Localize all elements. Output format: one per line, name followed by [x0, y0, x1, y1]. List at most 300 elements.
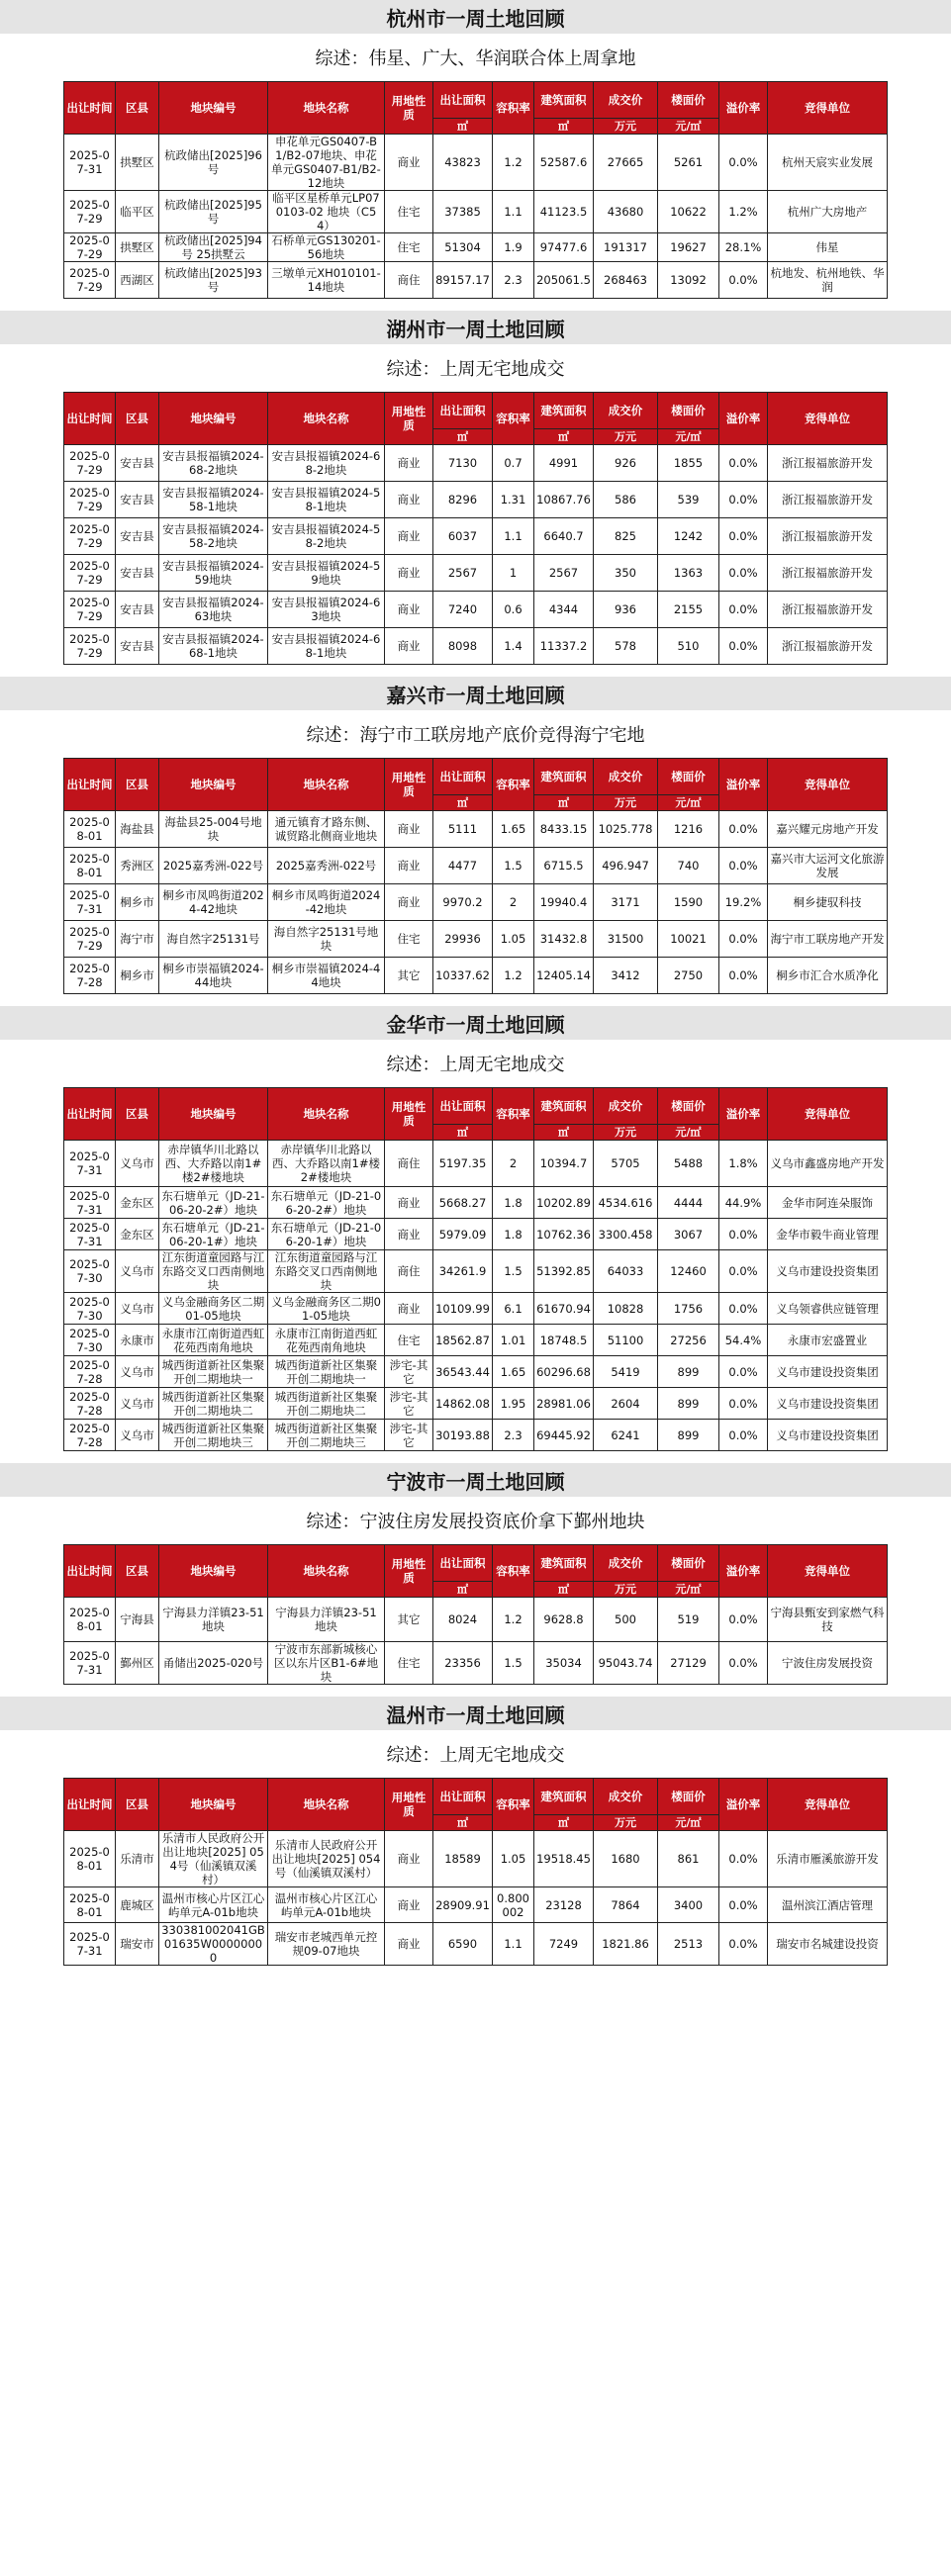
table-row [64, 482, 888, 518]
cell-floor-price: 1855 [658, 445, 719, 482]
cell-district: 桐乡市 [116, 884, 159, 921]
cell-building-area: 2567 [534, 555, 594, 592]
column-header-building-area: 建筑面积 [534, 82, 594, 119]
table-row [64, 135, 888, 191]
column-unit-floor-price: 元/㎡ [658, 119, 719, 135]
cell-parcel-name: 临平区星桥单元LP070103-02 地块（C54） [268, 191, 385, 233]
cell-deal-price: 578 [594, 628, 658, 665]
column-header-parcel-code: 地块编号 [159, 1779, 268, 1831]
cell-land-area: 18562.87 [433, 1325, 493, 1356]
cell-building-area: 18748.5 [534, 1325, 594, 1356]
cell-premium-rate: 0.0% [719, 1598, 768, 1642]
cell-land-area: 89157.17 [433, 262, 493, 299]
cell-land-area: 51304 [433, 233, 493, 262]
cell-deal-price: 95043.74 [594, 1642, 658, 1685]
cell-winner: 义乌市建设投资集团 [768, 1250, 888, 1293]
cell-floor-price: 13092 [658, 262, 719, 299]
column-unit-floor-price: 元/㎡ [658, 1815, 719, 1831]
cell-land-area: 34261.9 [433, 1250, 493, 1293]
cell-plot-ratio: 2 [493, 1141, 534, 1187]
cell-district: 义乌市 [116, 1141, 159, 1187]
cell-parcel-name: 瑞安市老城西单元控规09-07地块 [268, 1923, 385, 1966]
cell-land-area: 23356 [433, 1642, 493, 1685]
section-title: 杭州市一周土地回顾 [0, 0, 951, 34]
column-header-floor-price: 楼面价 [658, 1779, 719, 1815]
column-header-land-area: 出让面积 [433, 1088, 493, 1125]
cell-floor-price: 1216 [658, 811, 719, 848]
section-title: 嘉兴市一周土地回顾 [0, 677, 951, 710]
cell-parcel-code: 杭政储出[2025]96号 [159, 135, 268, 191]
cell-winner: 浙江报福旅游开发 [768, 518, 888, 555]
column-header-building-area: 建筑面积 [534, 1088, 594, 1125]
column-unit-land-area: ㎡ [433, 119, 493, 135]
cell-land-area: 4477 [433, 848, 493, 884]
cell-land-use: 商业 [385, 135, 433, 191]
cell-land-use: 住宅 [385, 191, 433, 233]
cell-plot-ratio: 1.31 [493, 482, 534, 518]
cell-parcel-code: 安吉县报福镇2024-59地块 [159, 555, 268, 592]
cell-deal-price: 586 [594, 482, 658, 518]
cell-plot-ratio: 0.7 [493, 445, 534, 482]
cell-floor-price: 519 [658, 1598, 719, 1642]
cell-district: 安吉县 [116, 482, 159, 518]
column-header-land-area: 出让面积 [433, 82, 493, 119]
column-header-building-area: 建筑面积 [534, 1779, 594, 1815]
column-unit-deal-price: 万元 [594, 429, 658, 445]
column-unit-building-area: ㎡ [534, 1815, 594, 1831]
column-header-parcel-code: 地块编号 [159, 759, 268, 811]
column-header-district: 区县 [116, 759, 159, 811]
cell-winner: 杭州广大房地产 [768, 191, 888, 233]
cell-parcel-code: 桐乡市崇福镇2024-44地块 [159, 958, 268, 994]
cell-plot-ratio: 1.01 [493, 1325, 534, 1356]
column-header-plot-ratio: 容积率 [493, 1545, 534, 1598]
cell-district: 义乌市 [116, 1250, 159, 1293]
cell-land-use: 商业 [385, 555, 433, 592]
cell-district: 鹿城区 [116, 1887, 159, 1923]
cell-deal-price: 191317 [594, 233, 658, 262]
section-title: 温州市一周土地回顾 [0, 1697, 951, 1730]
section-summary: 综述：上周无宅地成交 [386, 359, 565, 380]
cell-floor-price: 5488 [658, 1141, 719, 1187]
cell-land-use: 住宅 [385, 1325, 433, 1356]
cell-floor-price: 4444 [658, 1187, 719, 1219]
cell-deal-price: 6241 [594, 1420, 658, 1451]
cell-premium-rate: 0.0% [719, 1293, 768, 1325]
column-unit-floor-price: 元/㎡ [658, 429, 719, 445]
cell-building-area: 61670.94 [534, 1293, 594, 1325]
column-unit-floor-price: 元/㎡ [658, 795, 719, 811]
column-header-parcel-name: 地块名称 [268, 759, 385, 811]
cell-land-area: 8296 [433, 482, 493, 518]
column-header-parcel-name: 地块名称 [268, 82, 385, 135]
cell-building-area: 6715.5 [534, 848, 594, 884]
column-header-winner: 竞得单位 [768, 759, 888, 811]
cell-floor-price: 899 [658, 1420, 719, 1451]
cell-floor-price: 19627 [658, 233, 719, 262]
cell-listing-time: 2025-08-01 [64, 1598, 116, 1642]
cell-land-use: 商住 [385, 1250, 433, 1293]
cell-floor-price: 861 [658, 1831, 719, 1887]
cell-plot-ratio: 1.65 [493, 1356, 534, 1388]
table-row [64, 628, 888, 665]
cell-parcel-name: 申花单元GS0407-B1/B2-07地块、申花单元GS0407-B1/B2-12地块 [268, 135, 385, 191]
cell-premium-rate: 0.0% [719, 482, 768, 518]
cell-deal-price: 64033 [594, 1250, 658, 1293]
cell-district: 金东区 [116, 1187, 159, 1219]
cell-deal-price: 1025.778 [594, 811, 658, 848]
cell-land-area: 5197.35 [433, 1141, 493, 1187]
cell-premium-rate: 0.0% [719, 262, 768, 299]
cell-floor-price: 1363 [658, 555, 719, 592]
cell-land-area: 6590 [433, 1923, 493, 1966]
cell-premium-rate: 0.0% [719, 1420, 768, 1451]
cell-parcel-code: 安吉县报福镇2024-58-1地块 [159, 482, 268, 518]
section-5 [0, 1697, 951, 1978]
cell-premium-rate: 0.0% [719, 1923, 768, 1966]
section-1 [0, 311, 951, 677]
column-header-listing-time: 出让时间 [64, 82, 116, 135]
cell-deal-price: 350 [594, 555, 658, 592]
cell-land-use: 商业 [385, 884, 433, 921]
cell-plot-ratio: 1.65 [493, 811, 534, 848]
cell-district: 临平区 [116, 191, 159, 233]
cell-district: 安吉县 [116, 592, 159, 628]
column-unit-deal-price: 万元 [594, 1815, 658, 1831]
cell-plot-ratio: 1.95 [493, 1388, 534, 1420]
land-table [63, 1087, 888, 1451]
cell-winner: 浙江报福旅游开发 [768, 628, 888, 665]
column-header-listing-time: 出让时间 [64, 1779, 116, 1831]
cell-premium-rate: 0.0% [719, 1642, 768, 1685]
cell-building-area: 12405.14 [534, 958, 594, 994]
cell-building-area: 19518.45 [534, 1831, 594, 1887]
column-header-plot-ratio: 容积率 [493, 82, 534, 135]
cell-plot-ratio: 1.1 [493, 1923, 534, 1966]
cell-land-use: 涉宅-其它 [385, 1388, 433, 1420]
cell-floor-price: 10622 [658, 191, 719, 233]
cell-parcel-code: 2025嘉秀洲-022号 [159, 848, 268, 884]
table-row [64, 811, 888, 848]
column-header-deal-price: 成交价 [594, 1088, 658, 1125]
cell-winner: 义乌市建设投资集团 [768, 1420, 888, 1451]
cell-deal-price: 5419 [594, 1356, 658, 1388]
column-header-premium-rate: 溢价率 [719, 393, 768, 445]
column-unit-land-area: ㎡ [433, 1125, 493, 1141]
cell-parcel-code: 城西街道新社区集聚开创二期地块二 [159, 1388, 268, 1420]
cell-listing-time: 2025-07-31 [64, 1219, 116, 1250]
cell-land-area: 7240 [433, 592, 493, 628]
cell-district: 西湖区 [116, 262, 159, 299]
cell-winner: 金华市阿连朵服饰 [768, 1187, 888, 1219]
column-header-floor-price: 楼面价 [658, 82, 719, 119]
cell-winner: 嘉兴市大运河文化旅游发展 [768, 848, 888, 884]
cell-land-use: 住宅 [385, 233, 433, 262]
cell-parcel-code: 永康市江南街道西虹花苑西南角地块 [159, 1325, 268, 1356]
cell-land-area: 7130 [433, 445, 493, 482]
cell-listing-time: 2025-07-31 [64, 1642, 116, 1685]
column-header-district: 区县 [116, 82, 159, 135]
cell-district: 鄞州区 [116, 1642, 159, 1685]
cell-building-area: 205061.5 [534, 262, 594, 299]
cell-listing-time: 2025-08-01 [64, 1887, 116, 1923]
column-header-parcel-name: 地块名称 [268, 1088, 385, 1141]
column-unit-floor-price: 元/㎡ [658, 1125, 719, 1141]
cell-land-use: 商业 [385, 1887, 433, 1923]
cell-building-area: 9628.8 [534, 1598, 594, 1642]
cell-parcel-code: 东石塘单元（JD-21-06-20-2#）地块 [159, 1187, 268, 1219]
cell-winner: 嘉兴耀元房地产开发 [768, 811, 888, 848]
cell-building-area: 10762.36 [534, 1219, 594, 1250]
column-header-district: 区县 [116, 393, 159, 445]
cell-floor-price: 1242 [658, 518, 719, 555]
cell-parcel-name: 三墩单元XH010101-14地块 [268, 262, 385, 299]
cell-parcel-name: 赤岸镇华川北路以西、大乔路以南1#楼2#楼地块 [268, 1141, 385, 1187]
cell-premium-rate: 0.0% [719, 518, 768, 555]
cell-district: 乐清市 [116, 1831, 159, 1887]
cell-floor-price: 510 [658, 628, 719, 665]
column-header-premium-rate: 溢价率 [719, 1545, 768, 1598]
cell-parcel-code: 杭政储出[2025]93号 [159, 262, 268, 299]
column-header-floor-price: 楼面价 [658, 1088, 719, 1125]
table-row [64, 884, 888, 921]
cell-deal-price: 31500 [594, 921, 658, 958]
cell-plot-ratio: 1.8 [493, 1187, 534, 1219]
cell-land-use: 住宅 [385, 1642, 433, 1685]
cell-listing-time: 2025-07-31 [64, 1187, 116, 1219]
cell-premium-rate: 0.0% [719, 592, 768, 628]
column-header-listing-time: 出让时间 [64, 393, 116, 445]
cell-winner: 桐乡市汇合水质净化 [768, 958, 888, 994]
cell-floor-price: 3067 [658, 1219, 719, 1250]
cell-parcel-name: 安吉县报福镇2024-59地块 [268, 555, 385, 592]
cell-listing-time: 2025-07-29 [64, 518, 116, 555]
cell-parcel-code: 桐乡市凤鸣街道2024-42地块 [159, 884, 268, 921]
cell-listing-time: 2025-07-29 [64, 262, 116, 299]
cell-parcel-name: 东石塘单元（JD-21-06-20-2#）地块 [268, 1187, 385, 1219]
cell-premium-rate: 0.0% [719, 1250, 768, 1293]
cell-listing-time: 2025-07-29 [64, 555, 116, 592]
cell-plot-ratio: 1.1 [493, 191, 534, 233]
cell-land-area: 43823 [433, 135, 493, 191]
column-header-district: 区县 [116, 1088, 159, 1141]
cell-listing-time: 2025-07-31 [64, 1141, 116, 1187]
cell-plot-ratio: 2.3 [493, 262, 534, 299]
cell-land-use: 商住 [385, 262, 433, 299]
cell-listing-time: 2025-07-28 [64, 1388, 116, 1420]
column-unit-deal-price: 万元 [594, 119, 658, 135]
table-row [64, 592, 888, 628]
cell-plot-ratio: 1.9 [493, 233, 534, 262]
table-row [64, 1420, 888, 1451]
cell-district: 义乌市 [116, 1293, 159, 1325]
column-header-deal-price: 成交价 [594, 1779, 658, 1815]
cell-winner: 乐清市雁溪旅游开发 [768, 1831, 888, 1887]
cell-land-area: 9970.2 [433, 884, 493, 921]
column-header-deal-price: 成交价 [594, 393, 658, 429]
column-header-parcel-name: 地块名称 [268, 1545, 385, 1598]
cell-building-area: 4344 [534, 592, 594, 628]
table-row [64, 1325, 888, 1356]
cell-deal-price: 27665 [594, 135, 658, 191]
cell-floor-price: 2155 [658, 592, 719, 628]
cell-parcel-code: 杭政储出[2025]94号 25拱墅云 [159, 233, 268, 262]
cell-building-area: 35034 [534, 1642, 594, 1685]
cell-floor-price: 27256 [658, 1325, 719, 1356]
table-row [64, 445, 888, 482]
cell-deal-price: 825 [594, 518, 658, 555]
cell-floor-price: 1756 [658, 1293, 719, 1325]
cell-deal-price: 3300.458 [594, 1219, 658, 1250]
cell-district: 金东区 [116, 1219, 159, 1250]
column-header-plot-ratio: 容积率 [493, 393, 534, 445]
cell-listing-time: 2025-08-01 [64, 1831, 116, 1887]
cell-building-area: 28981.06 [534, 1388, 594, 1420]
cell-district: 义乌市 [116, 1420, 159, 1451]
cell-deal-price: 268463 [594, 262, 658, 299]
cell-land-area: 18589 [433, 1831, 493, 1887]
cell-land-use: 商业 [385, 811, 433, 848]
cell-land-area: 2567 [433, 555, 493, 592]
column-header-premium-rate: 溢价率 [719, 759, 768, 811]
cell-parcel-code: 东石塘单元（JD-21-06-20-1#）地块 [159, 1219, 268, 1250]
cell-building-area: 4991 [534, 445, 594, 482]
cell-deal-price: 926 [594, 445, 658, 482]
column-header-winner: 竞得单位 [768, 1779, 888, 1831]
column-header-plot-ratio: 容积率 [493, 1779, 534, 1831]
cell-floor-price: 539 [658, 482, 719, 518]
table-row [64, 1250, 888, 1293]
cell-land-use: 其它 [385, 1598, 433, 1642]
cell-listing-time: 2025-07-28 [64, 958, 116, 994]
column-unit-land-area: ㎡ [433, 795, 493, 811]
cell-deal-price: 51100 [594, 1325, 658, 1356]
cell-parcel-name: 安吉县报福镇2024-58-1地块 [268, 482, 385, 518]
cell-land-area: 5668.27 [433, 1187, 493, 1219]
cell-land-area: 14862.08 [433, 1388, 493, 1420]
cell-land-area: 37385 [433, 191, 493, 233]
land-table [63, 1544, 888, 1685]
cell-winner: 宁海县甄安到家燃气科技 [768, 1598, 888, 1642]
cell-premium-rate: 0.0% [719, 1831, 768, 1887]
cell-floor-price: 12460 [658, 1250, 719, 1293]
table-row [64, 555, 888, 592]
cell-winner: 浙江报福旅游开发 [768, 555, 888, 592]
column-header-land-area: 出让面积 [433, 1779, 493, 1815]
column-unit-deal-price: 万元 [594, 795, 658, 811]
cell-parcel-code: 安吉县报福镇2024-68-1地块 [159, 628, 268, 665]
cell-district: 海宁市 [116, 921, 159, 958]
table-row [64, 1831, 888, 1887]
cell-district: 安吉县 [116, 518, 159, 555]
cell-district: 瑞安市 [116, 1923, 159, 1966]
column-header-land-area: 出让面积 [433, 759, 493, 795]
column-unit-building-area: ㎡ [534, 119, 594, 135]
section-title: 湖州市一周土地回顾 [0, 311, 951, 344]
cell-parcel-name: 东石塘单元（JD-21-06-20-1#）地块 [268, 1219, 385, 1250]
column-header-winner: 竞得单位 [768, 82, 888, 135]
cell-land-use: 商业 [385, 518, 433, 555]
cell-land-area: 5111 [433, 811, 493, 848]
cell-building-area: 60296.68 [534, 1356, 594, 1388]
cell-winner: 伟星 [768, 233, 888, 262]
cell-land-use: 商业 [385, 1293, 433, 1325]
cell-floor-price: 2513 [658, 1923, 719, 1966]
column-unit-land-area: ㎡ [433, 1582, 493, 1598]
cell-parcel-name: 通元镇育才路东侧、诚贸路北侧商业地块 [268, 811, 385, 848]
cell-premium-rate: 1.2% [719, 191, 768, 233]
column-header-land-use: 用地性质 [385, 759, 433, 811]
column-header-land-use: 用地性质 [385, 1545, 433, 1598]
cell-land-use: 商业 [385, 1219, 433, 1250]
cell-building-area: 10394.7 [534, 1141, 594, 1187]
cell-premium-rate: 0.0% [719, 445, 768, 482]
cell-district: 桐乡市 [116, 958, 159, 994]
cell-land-use: 商业 [385, 445, 433, 482]
cell-building-area: 23128 [534, 1887, 594, 1923]
table-row [64, 1923, 888, 1966]
cell-winner: 浙江报福旅游开发 [768, 482, 888, 518]
section-3 [0, 1006, 951, 1463]
cell-parcel-name: 永康市江南街道西虹花苑西南角地块 [268, 1325, 385, 1356]
column-header-premium-rate: 溢价率 [719, 1779, 768, 1831]
cell-parcel-name: 城西街道新社区集聚开创二期地块一 [268, 1356, 385, 1388]
cell-building-area: 6640.7 [534, 518, 594, 555]
cell-winner: 宁波住房发展投资 [768, 1642, 888, 1685]
table-row [64, 1219, 888, 1250]
cell-winner: 海宁市工联房地产开发 [768, 921, 888, 958]
cell-winner: 义乌市建设投资集团 [768, 1388, 888, 1420]
column-header-parcel-code: 地块编号 [159, 1088, 268, 1141]
cell-parcel-name: 安吉县报福镇2024-68-2地块 [268, 445, 385, 482]
table-row [64, 1187, 888, 1219]
column-header-premium-rate: 溢价率 [719, 1088, 768, 1141]
cell-floor-price: 10021 [658, 921, 719, 958]
cell-premium-rate: 0.0% [719, 628, 768, 665]
column-header-building-area: 建筑面积 [534, 393, 594, 429]
cell-land-use: 商业 [385, 1831, 433, 1887]
cell-building-area: 8433.15 [534, 811, 594, 848]
column-header-district: 区县 [116, 1779, 159, 1831]
section-summary: 综述：海宁市工联房地产底价竞得海宁宅地 [306, 725, 645, 746]
table-row [64, 1356, 888, 1388]
table-row [64, 1141, 888, 1187]
cell-parcel-name: 乐清市人民政府公开出让地块[2025] 054号（仙溪镇双溪村） [268, 1831, 385, 1887]
column-header-parcel-code: 地块编号 [159, 1545, 268, 1598]
cell-land-use: 商业 [385, 1923, 433, 1966]
section-0 [0, 0, 951, 311]
cell-listing-time: 2025-07-29 [64, 628, 116, 665]
cell-listing-time: 2025-07-29 [64, 482, 116, 518]
cell-plot-ratio: 1.2 [493, 1598, 534, 1642]
column-unit-building-area: ㎡ [534, 795, 594, 811]
cell-winner: 杭地发、杭州地铁、华润 [768, 262, 888, 299]
cell-land-area: 29936 [433, 921, 493, 958]
cell-land-area: 8024 [433, 1598, 493, 1642]
cell-parcel-name: 石桥单元GS130201-56地块 [268, 233, 385, 262]
cell-deal-price: 3171 [594, 884, 658, 921]
cell-premium-rate: 0.0% [719, 135, 768, 191]
column-unit-deal-price: 万元 [594, 1125, 658, 1141]
cell-parcel-name: 2025嘉秀洲-022号 [268, 848, 385, 884]
cell-district: 海盐县 [116, 811, 159, 848]
column-header-land-use: 用地性质 [385, 393, 433, 445]
cell-building-area: 52587.6 [534, 135, 594, 191]
cell-premium-rate: 28.1% [719, 233, 768, 262]
cell-listing-time: 2025-07-28 [64, 1420, 116, 1451]
cell-listing-time: 2025-07-29 [64, 233, 116, 262]
cell-district: 宁海县 [116, 1598, 159, 1642]
